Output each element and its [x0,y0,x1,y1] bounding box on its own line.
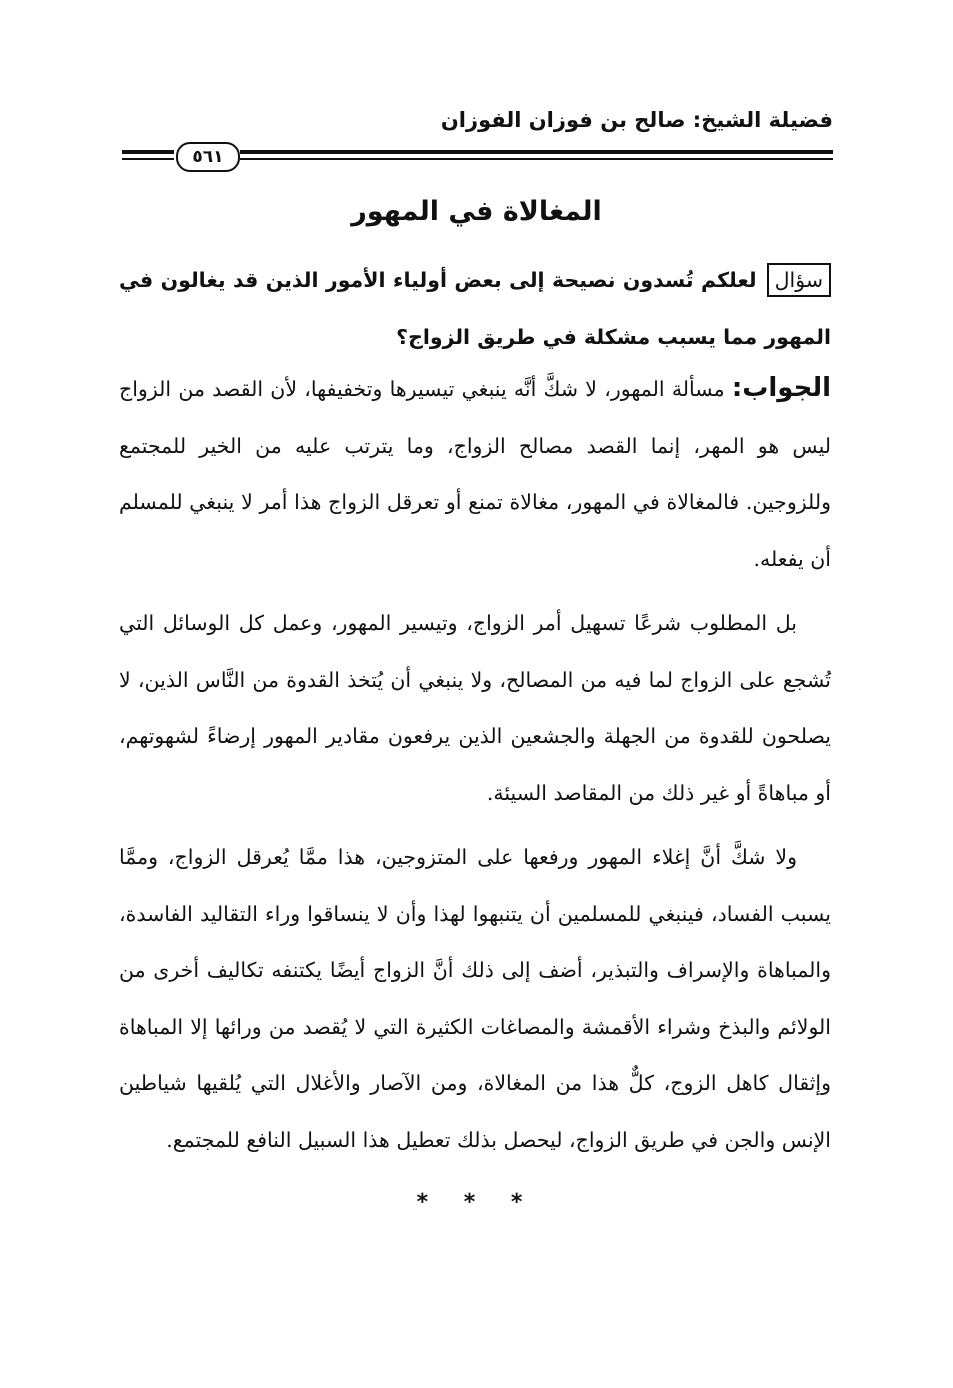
answer-label: الجواب: [731,373,831,403]
section-separator: * * * [416,1190,537,1215]
header-rule-thin [240,158,833,160]
answer-paragraph [119,360,831,587]
answer-paragraph-1-text: مسألة المهور، لا شكَّ أنَّه ينبغي تيسيرها وتخفيفها، لأن القصد من الزواج ليس هو المهر، إنما القصد مصالح الزواج، وما يترتب عليه من الخير للمجتمع وللزوجين. فالمغالاة في المهور، مغالاة تمنع أو تعرقل الزواج هذا أمر لا ينبغي للمسلم أن يفعله. [119,377,831,571]
header-rule-left-thick [122,150,174,154]
header-rule-thick [240,150,833,154]
section-title: المغالاة في المهور [351,196,602,227]
header-rule-left-thin [122,158,174,160]
question-block [119,252,831,366]
question-text: لعلكم تُسدون نصيحة إلى بعض أولياء الأمور الذين قد يغالون في المهور مما يسبب مشكلة في طريق الزواج؟ [119,268,831,349]
answer-block [119,360,831,1176]
answer-paragraph: ولا شكَّ أنَّ إغلاء المهور ورفعها على المتزوجين، هذا ممَّا يُعرقل الزواج، وممَّا يسبب الفساد، فينبغي للمسلمين أن يتنبهوا لهذا وأن لا ينساقوا وراء التقاليد الفاسدة، والمباهاة والإسراف والتبذير، أضف إلى ذلك أنَّ الزواج أيضًا يكتنفه تكاليف أخرى من الولائم والبذخ وشراء الأقمشة والمصاغات الكثيرة التي لا يُقصد من ورائها إلا المباهاة وإثقال كاهل الزوج، كلٌّ هذا من المغالاة، ومن الآصار والأغلال التي يُلقيها شياطين الإنس والجن في طريق الزواج، ليحصل بذلك تعطيل هذا السبيل النافع للمجتمع. [119,845,831,1152]
question-label: سؤال [767,263,831,297]
page-number: ٥٦١ [176,142,240,172]
answer-paragraph: بل المطلوب شرعًا تسهيل أمر الزواج، وتيسير المهور، وعمل كل الوسائل التي تُشجع على الزواج لما فيه من المصالح، ولا ينبغي أن يُتخذ القدوة من النَّاس الذين، لا يصلحون للقدوة من الجهلة والجشعين الذين يرفعون مقادير المهور إرضاءً لشهوتهم، أو مباهاةً أو غير ذلك من المقاصد السيئة. [119,611,831,805]
running-header-author: فضيلة الشيخ: صالح بن فوزان الفوزان [440,108,833,132]
